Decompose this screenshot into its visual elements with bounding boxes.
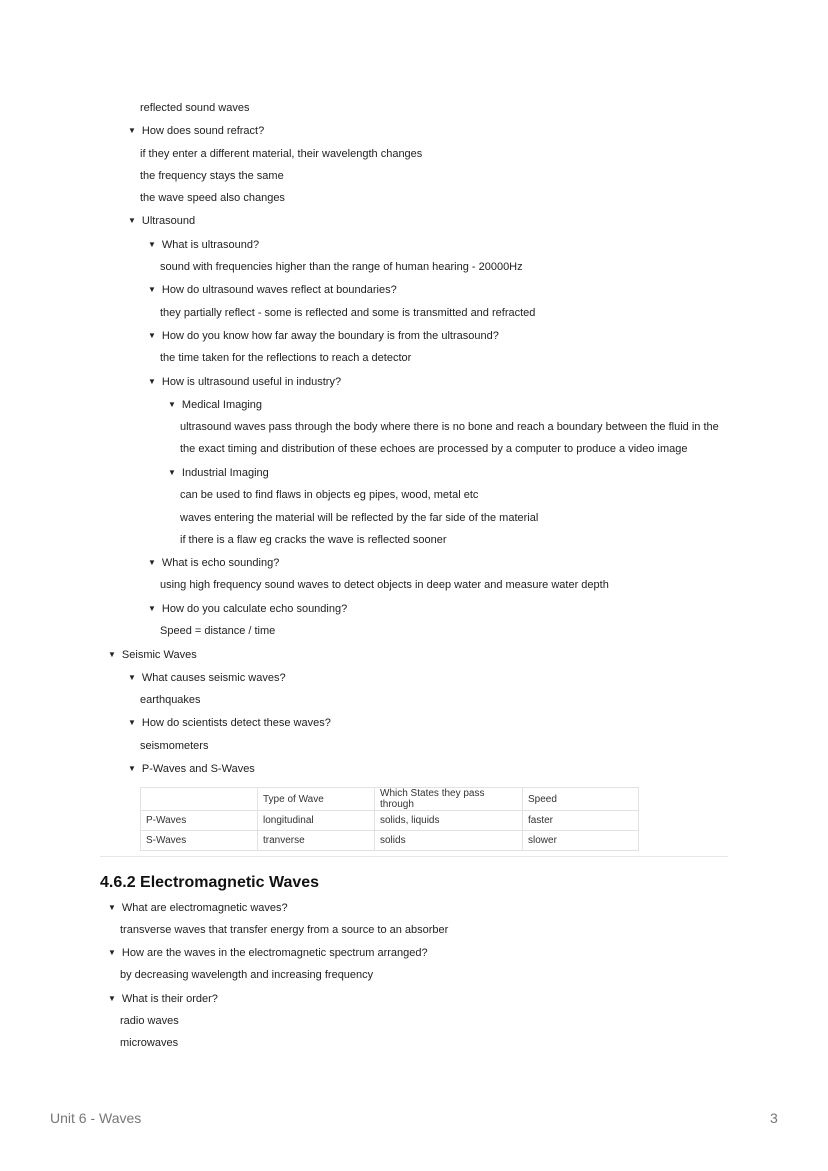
section-divider [100,856,728,857]
footer-title: Unit 6 - Waves [50,1110,142,1126]
toggle-ultrasound-industry[interactable]: ▼ How is ultrasound useful in industry? [148,375,341,390]
text-seismic-cause: earthquakes [140,694,201,706]
section-heading-em: 4.6.2 Electromagnetic Waves [100,874,320,891]
toggle-boundary-distance[interactable]: ▼ How do you know how far away the boundary is from the ultrasound? [148,329,499,344]
table-header-cell: Which States they pass through [375,788,523,811]
text-refract-a1: if they enter a different material, their wavelength changes [140,148,423,160]
p-s-waves-table [140,787,639,851]
table-row [141,811,639,831]
toggle-industrial-imaging[interactable]: ▼ Industrial Imaging [168,466,269,481]
text-em-what: transverse waves that transfer energy from a source to an absorber [120,924,449,936]
toggle-ultrasound[interactable]: ▼ Ultrasound [128,214,195,229]
toggle-seismic-cause[interactable]: ▼ What causes seismic waves? [128,671,286,686]
toggle-sound-refract[interactable]: ▼ How does sound refract? [128,124,264,139]
text-medical-a2: the exact timing and distribution of these echoes are processed by a computer to produce a video image [180,443,688,455]
text-boundary-distance: the time taken for the reflections to reach a detector [160,352,412,364]
text-seismic-detect: seismometers [140,740,209,752]
page-number: 3 [770,1110,778,1126]
table-cell: slower [523,831,639,851]
toggle-ultrasound-reflect[interactable]: ▼ How do ultrasound waves reflect at boundaries? [148,283,397,298]
text-industrial-a3: if there is a flaw eg cracks the wave is reflected sooner [180,534,447,546]
table-header-row [141,788,639,811]
toggle-p-s-waves[interactable]: ▼ P-Waves and S-Waves [128,762,255,777]
text-em-order-2: microwaves [120,1037,179,1049]
text-refract-a3: the wave speed also changes [140,192,285,204]
table-row [141,831,639,851]
text-refract-a2: the frequency stays the same [140,170,284,182]
toggle-medical-imaging[interactable]: ▼ Medical Imaging [168,398,262,413]
text-reflected-sound: reflected sound waves [140,102,250,114]
table-header-cell: Speed [523,788,639,811]
table-cell: S-Waves [141,831,258,851]
toggle-echo-sounding[interactable]: ▼ What is echo sounding? [148,556,279,571]
text-em-order-1: radio waves [120,1015,179,1027]
text-industrial-a1: can be used to find flaws in objects eg pipes, wood, metal etc [180,489,479,501]
toggle-what-is-ultrasound[interactable]: ▼ What is ultrasound? [148,238,259,253]
table-cell: tranverse [258,831,375,851]
table-cell: solids, liquids [375,811,523,831]
table-cell: P-Waves [141,811,258,831]
toggle-em-arranged[interactable]: ▼ How are the waves in the electromagnetic spectrum arranged? [108,946,428,961]
text-medical-a1: ultrasound waves pass through the body where there is no bone and reach a boundary between the fluid in the [180,421,719,433]
table-cell: longitudinal [258,811,375,831]
text-industrial-a2: waves entering the material will be reflected by the far side of the material [180,512,539,524]
text-echo-sounding: using high frequency sound waves to detect objects in deep water and measure water depth [160,579,609,591]
table-cell: solids [375,831,523,851]
text-em-arranged: by decreasing wavelength and increasing frequency [120,969,374,981]
table-cell: faster [523,811,639,831]
toggle-echo-calc[interactable]: ▼ How do you calculate echo sounding? [148,602,347,617]
text-echo-calc: Speed = distance / time [160,625,276,637]
toggle-em-order[interactable]: ▼ What is their order? [108,992,218,1007]
toggle-em-what[interactable]: ▼ What are electromagnetic waves? [108,901,288,916]
table-header-cell: Type of Wave [258,788,375,811]
table-header-cell [141,788,258,811]
toggle-seismic-detect[interactable]: ▼ How do scientists detect these waves? [128,716,331,731]
toggle-seismic-waves[interactable]: ▼ Seismic Waves [108,648,197,663]
text-ultrasound-reflect: they partially reflect - some is reflected and some is transmitted and refracted [160,307,536,319]
text-ultrasound-definition: sound with frequencies higher than the range of human hearing - 20000Hz [160,261,523,273]
